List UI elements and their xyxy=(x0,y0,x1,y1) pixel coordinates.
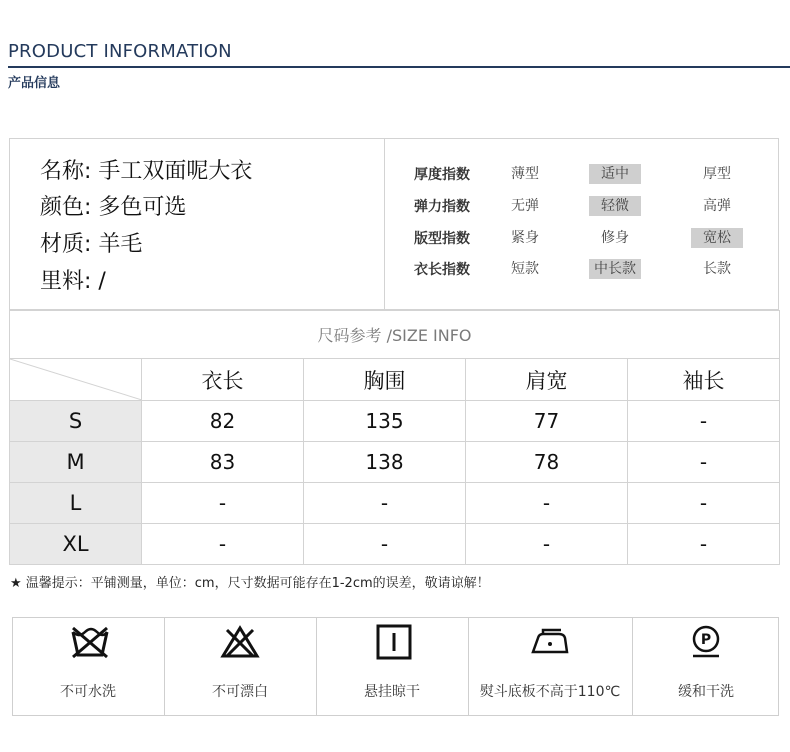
size-label: S xyxy=(10,401,142,442)
no-wash-icon xyxy=(69,624,111,660)
measurement-tip: ★ 温馨提示：平铺测量，单位：cm，尺寸数据可能存在1-2cm的误差，敬请谅解！ xyxy=(10,576,490,591)
care-divider xyxy=(468,617,469,716)
column-header: 衣长 xyxy=(142,359,304,401)
table-cell: 138 xyxy=(304,442,466,483)
table-row xyxy=(10,442,780,483)
index-option: 厚型 xyxy=(703,166,731,182)
index-option: 薄型 xyxy=(511,166,539,182)
table-cell: - xyxy=(628,401,780,442)
index-option-selected: 宽松 xyxy=(691,228,743,248)
dry-clean-icon xyxy=(685,624,727,660)
product-name: 名称: 手工双面呢大衣 xyxy=(40,159,253,184)
iron-icon xyxy=(529,624,571,660)
column-header: 肩宽 xyxy=(466,359,628,401)
table-cell: 82 xyxy=(142,401,304,442)
size-label: XL xyxy=(10,524,142,565)
care-label: 缓和干洗 xyxy=(678,684,734,700)
table-cell: - xyxy=(304,483,466,524)
table-row xyxy=(10,524,780,565)
index-option-selected: 轻微 xyxy=(589,196,641,216)
size-table-title: 尺码参考 /SIZE INFO xyxy=(10,311,780,359)
table-cell: - xyxy=(628,524,780,565)
table-cell: - xyxy=(628,483,780,524)
table-cell: - xyxy=(304,524,466,565)
index-label-length: 衣长指数 xyxy=(414,262,470,278)
care-label: 不可漂白 xyxy=(212,684,268,700)
care-label: 悬挂晾干 xyxy=(364,684,420,700)
size-label: L xyxy=(10,483,142,524)
no-bleach-icon xyxy=(219,624,261,660)
index-label-elasticity: 弹力指数 xyxy=(414,199,470,215)
care-divider xyxy=(632,617,633,716)
hang-dry-icon xyxy=(373,624,415,660)
table-cell: 78 xyxy=(466,442,628,483)
index-option-selected: 适中 xyxy=(589,164,641,184)
table-cell: 77 xyxy=(466,401,628,442)
size-table xyxy=(9,310,780,565)
table-cell: 135 xyxy=(304,401,466,442)
index-option: 无弹 xyxy=(511,198,539,214)
table-cell: - xyxy=(466,483,628,524)
table-row xyxy=(10,483,780,524)
care-divider xyxy=(316,617,317,716)
section-title-en: PRODUCT INFORMATION xyxy=(8,41,232,62)
section-title-cn: 产品信息 xyxy=(8,76,61,91)
table-corner-cell xyxy=(10,359,142,401)
care-divider xyxy=(164,617,165,716)
table-cell: - xyxy=(466,524,628,565)
index-label-fit: 版型指数 xyxy=(414,231,470,247)
index-option: 修身 xyxy=(601,230,629,246)
header-divider xyxy=(8,66,790,68)
table-row xyxy=(10,401,780,442)
table-cell: - xyxy=(142,483,304,524)
product-material: 材质: 羊毛 xyxy=(40,232,143,257)
index-option-selected: 中长款 xyxy=(589,259,641,279)
index-label-thickness: 厚度指数 xyxy=(414,167,470,183)
column-header: 袖长 xyxy=(628,359,780,401)
corner-diagonal xyxy=(10,359,142,400)
svg-text:P: P xyxy=(700,632,712,648)
index-option: 短款 xyxy=(511,261,539,277)
size-label: M xyxy=(10,442,142,483)
table-cell: - xyxy=(628,442,780,483)
product-color: 颜色: 多色可选 xyxy=(40,195,187,220)
index-option: 高弹 xyxy=(703,198,731,214)
care-label: 熨斗底板不高于110℃ xyxy=(479,684,621,700)
care-label: 不可水洗 xyxy=(60,684,116,700)
table-cell: - xyxy=(142,524,304,565)
product-info-divider xyxy=(384,138,385,310)
product-lining: 里料: / xyxy=(40,269,106,294)
table-cell: 83 xyxy=(142,442,304,483)
index-option: 长款 xyxy=(703,261,731,277)
column-header: 胸围 xyxy=(304,359,466,401)
index-option: 紧身 xyxy=(511,230,539,246)
